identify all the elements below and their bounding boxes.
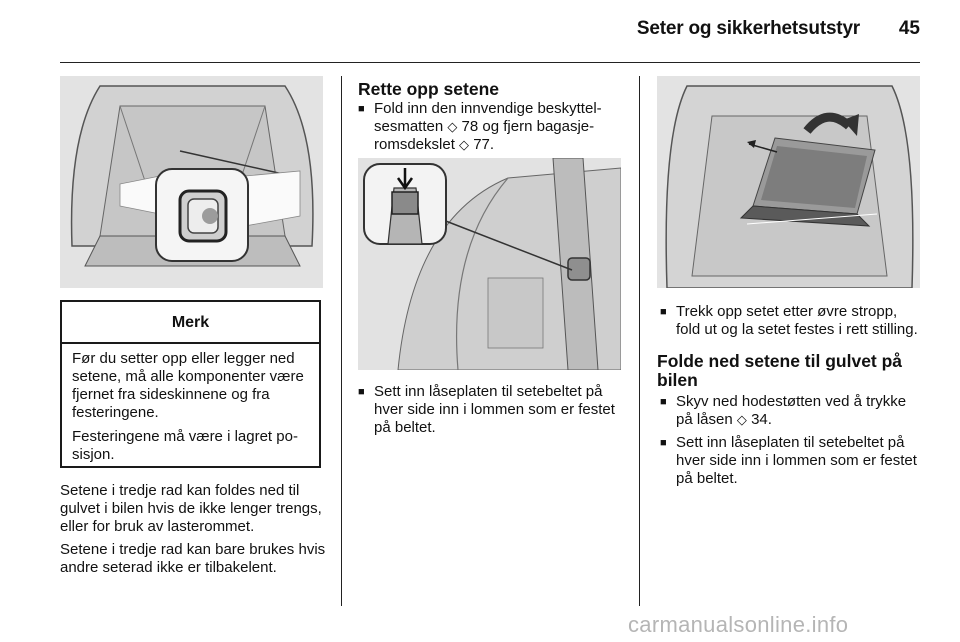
seatbelt-lockplate-illustration <box>358 158 621 370</box>
list-item <box>358 383 623 437</box>
list-item <box>660 303 922 339</box>
note-box <box>60 300 321 468</box>
cross-reference-icon: ◇ <box>447 119 458 134</box>
square-bullet-icon: ■ <box>358 386 365 398</box>
square-bullet-icon: ■ <box>660 396 667 408</box>
list-item-text: Sett inn låseplaten til setebeltet på hver side inn i lommen som er festet på beltet. <box>676 434 917 487</box>
body-paragraph: Setene i tredje rad kan bare brukes hvis andre seterad ikke er tilbakelent. <box>60 541 326 576</box>
seatbelt-lockplate-drawing <box>358 158 621 370</box>
square-bullet-icon: ■ <box>358 103 365 115</box>
list-item <box>660 393 922 429</box>
body-paragraph: Setene i tredje rad kan foldes ned til gulvet i bilen hvis de ikke lenger trengs, eller for bruk av lasterommet. <box>60 482 322 535</box>
square-bullet-icon: ■ <box>660 306 667 318</box>
page-header-title: Seter og sikkerhetsutstyr <box>636 18 860 39</box>
seat-fold-drawing <box>657 76 920 288</box>
trunk-rail-drawing <box>60 76 323 288</box>
cross-reference-icon: ◇ <box>736 412 747 427</box>
page-number: 45 <box>898 18 920 39</box>
note-title: Merk <box>62 302 319 344</box>
list-item-text: Sett inn låseplaten til setebeltet på hver side inn i lommen som er festet på beltet. <box>374 383 615 436</box>
trunk-rail-illustration <box>60 76 323 288</box>
page-reference: 78 <box>461 118 479 135</box>
page-reference: 34. <box>751 411 772 428</box>
note-paragraph: Festeringene må være i lagret po-sisjon. <box>72 428 298 463</box>
section-heading: Folde ned setene til gulvet på bilen <box>657 351 903 390</box>
section-heading: Rette opp setene <box>358 79 499 99</box>
note-body <box>62 344 319 464</box>
list-item-text: Trekk opp setet etter øvre stropp, fold ut og la setet festes i rett stilling. <box>676 303 918 338</box>
square-bullet-icon: ■ <box>660 437 667 449</box>
list-item <box>358 100 623 154</box>
watermark: carmanualsonline.info <box>628 612 849 637</box>
page-reference: 77. <box>473 136 495 153</box>
column-divider-left <box>341 76 342 606</box>
list-item-text: Skyv ned hodestøtten ved å trykke på låsen <box>676 393 907 428</box>
seat-fold-illustration <box>657 76 920 288</box>
cross-reference-icon: ◇ <box>459 137 470 152</box>
header-divider <box>60 62 920 63</box>
note-paragraph: Før du setter opp eller legger ned setene, må alle komponenter være fjernet fra sideskinnene og fra festeringene. <box>72 350 304 421</box>
list-item <box>660 434 922 488</box>
list-item-text: og fjern bagasje-romsdekslet <box>374 118 595 153</box>
column-divider-right <box>639 76 640 606</box>
list-item-text: Fold inn den innvendige beskyttel-sesmatten <box>374 100 602 135</box>
